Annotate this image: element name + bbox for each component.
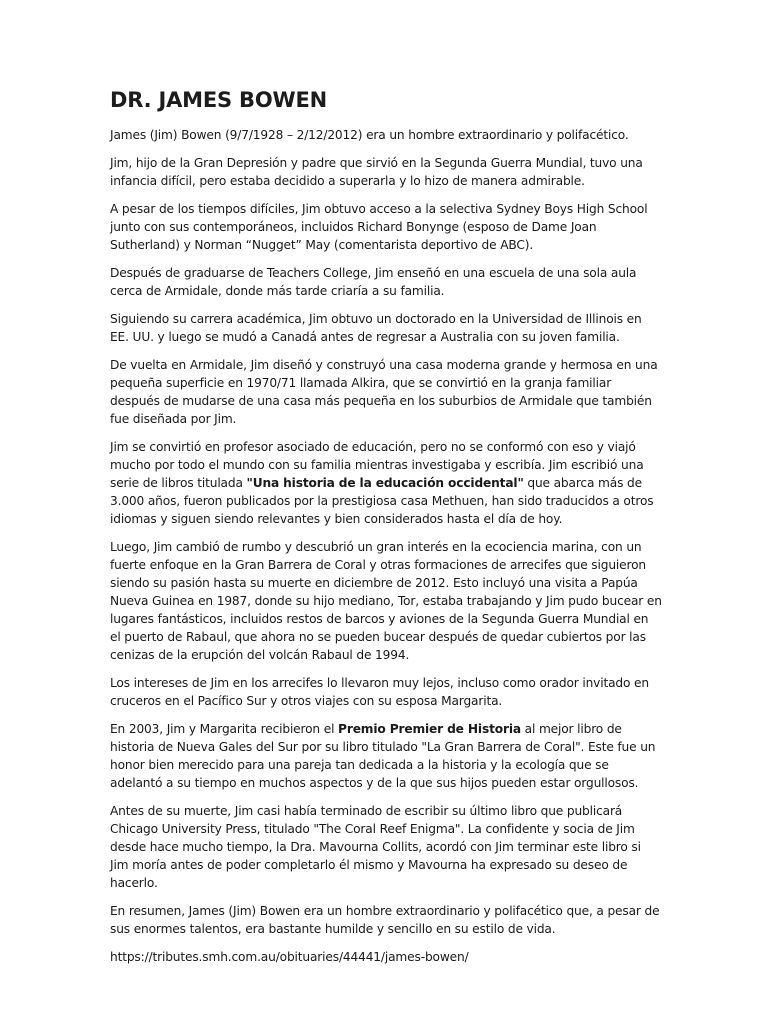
paragraph-text: Jim se convirtió en profesor asociado de educación, pero no se conformó con eso y viajó mucho por todo el mundo con su familia mientras investigaba y escribía. Jim escribió una serie de libros titulada <box>110 440 644 490</box>
paragraph-reef-interests: Los intereses de Jim en los arrecifes lo llevaron muy lejos, incluso como orador invitado en cruceros en el Pacífico Sur y otros viajes con su esposa Margarita. <box>110 676 649 708</box>
source-url[interactable]: https://tributes.smh.com.au/obituaries/44441/james-bowen/ <box>110 950 469 964</box>
paragraph-premier-award <box>110 720 662 792</box>
book-title-bold: "Una historia de la educación occidental" <box>246 476 524 490</box>
paragraph-text: al mejor libro de historia de Nueva Gales del Sur por su libro titulado "La Gran Barrera de Coral". Este fue un honor bien merecido para una pareja tan dedicada a la historia y la ecología que se adelantó a su tiempo en muchos aspectos y de la que sus hijos pueden estar orgullosos. <box>110 722 656 790</box>
paragraph-intro: James (Jim) Bowen (9/7/1928 – 2/12/2012) era un hombre extraordinario y polifacético. <box>110 128 629 142</box>
paragraph-teachers-college: Después de graduarse de Teachers College, Jim enseñó en una escuela de una sola aula cerca de Armidale, donde más tarde criaría a su familia. <box>110 266 637 298</box>
paragraph-last-book: Antes de su muerte, Jim casi había terminado de escribir su último libro que publicará Chicago University Press, titulado "The Coral Reef Enigma". La confidente y socia de Jim desde hace mucho tiempo, la Dra. Mavourna Collits, acordó con Jim terminar este libro si Jim moría antes de poder completarlo él mismo y Mavourna ha expresado su deseo de hacerlo. <box>110 804 641 890</box>
document-page <box>110 88 662 976</box>
paragraph-marine-ecoscience: Luego, Jim cambió de rumbo y descubrió un gran interés en la ecociencia marina, con un fuerte enfoque en la Gran Barrera de Coral y otras formaciones de arrecifes que siguieron siendo su pasión hasta su muerte en diciembre de 2012. Esto incluyó una visita a Papúa Nueva Guinea en 1987, donde su hijo mediano, Tor, estaba trabajando y Jim pudo bucear en lugares fantásticos, incluidos restos de barcos y aviones de la Segunda Guerra Mundial en el puerto de Rabaul, que ahora no se pueden bucear después de quedar cubiertos por las cenizas de la erupción del volcán Rabaul de 1994. <box>110 540 662 662</box>
document-title: DR. JAMES BOWEN <box>110 88 327 112</box>
paragraph-alkira: De vuelta en Armidale, Jim diseñó y construyó una casa moderna grande y hermosa en una pequeña superficie en 1970/71 llamada Alkira, que se convirtió en la granja familiar después de mudarse de una casa más pequeña en los suburbios de Armidale que también fue diseñada por Jim. <box>110 358 658 426</box>
paragraph-education-books <box>110 438 662 528</box>
award-name-bold: Premio Premier de Historia <box>338 722 521 736</box>
paragraph-childhood: Jim, hijo de la Gran Depresión y padre que sirvió en la Segunda Guerra Mundial, tuvo una infancia difícil, pero estaba decidido a superarla y lo hizo de manera admirable. <box>110 156 643 188</box>
paragraph-text: que abarca más de 3.000 años, fueron publicados por la prestigiosa casa Methuen, han sido traducidos a otros idiomas y siguen siendo relevantes y bien considerados hasta el día de hoy. <box>110 476 654 526</box>
paragraph-text: En 2003, Jim y Margarita recibieron el <box>110 722 339 736</box>
paragraph-doctorate: Siguiendo su carrera académica, Jim obtuvo un doctorado en la Universidad de Illinois en EE. UU. y luego se mudó a Canadá antes de regresar a Australia con su joven familia. <box>110 312 642 344</box>
paragraph-school: A pesar de los tiempos difíciles, Jim obtuvo acceso a la selectiva Sydney Boys High School junto con sus contemporáneos, incluidos Richard Bonynge (esposo de Dame Joan Sutherland) y Norman “Nugget” May (comentarista deportivo de ABC). <box>110 202 648 252</box>
paragraph-summary: En resumen, James (Jim) Bowen era un hombre extraordinario y polifacético que, a pesar de sus enormes talentos, era bastante humilde y sencillo en su estilo de vida. <box>110 904 660 936</box>
